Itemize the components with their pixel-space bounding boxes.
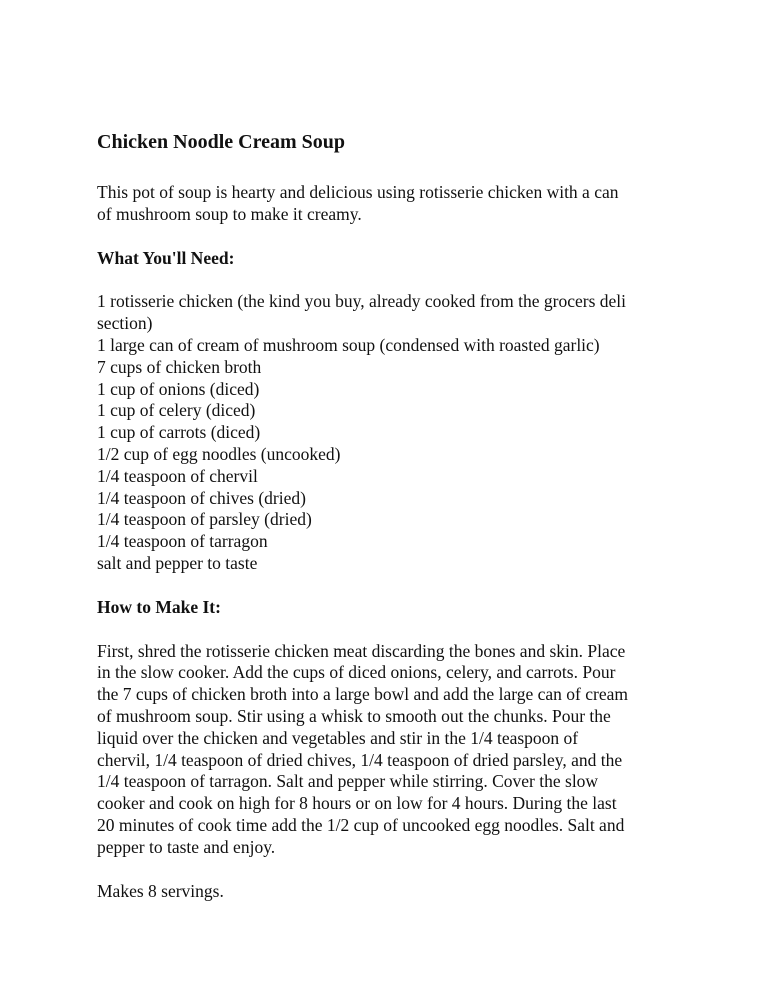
ingredient-item: 1/4 teaspoon of chives (dried) [97, 487, 306, 508]
ingredient-item: 1 rotisserie chicken (the kind you buy, already cooked from the grocers deli [97, 291, 627, 312]
ingredient-item: 1/4 teaspoon of parsley (dried) [97, 509, 312, 530]
instruction-line: in the slow cooker. Add the cups of diced onions, celery, and carrots. Pour [97, 662, 616, 683]
ingredient-item: section) [97, 313, 153, 334]
instruction-line: 1/4 teaspoon of tarragon. Salt and pepper while stirring. Cover the slow [97, 771, 599, 792]
intro-paragraph [97, 182, 697, 226]
ingredient-item: 1/4 teaspoon of tarragon [97, 531, 268, 552]
ingredients-heading: What You'll Need: [97, 247, 235, 268]
ingredients-list [97, 291, 697, 574]
ingredient-item: 1/4 teaspoon of chervil [97, 465, 258, 486]
ingredient-item: salt and pepper to taste [97, 552, 258, 573]
servings-note: Makes 8 servings. [97, 880, 224, 901]
ingredient-item: 1 cup of onions (diced) [97, 378, 260, 399]
instruction-line: pepper to taste and enjoy. [97, 836, 276, 857]
instruction-line: chervil, 1/4 teaspoon of dried chives, 1/4 teaspoon of dried parsley, and the [97, 749, 623, 770]
instructions-heading: How to Make It: [97, 596, 221, 617]
instruction-line: the 7 cups of chicken broth into a large bowl and add the large can of cream [97, 684, 628, 705]
instructions-paragraph [97, 641, 697, 859]
ingredient-item: 1 cup of celery (diced) [97, 400, 256, 421]
recipe-title: Chicken Noodle Cream Soup [97, 131, 345, 153]
ingredient-item: 1 large can of cream of mushroom soup (condensed with roasted garlic) [97, 334, 600, 355]
ingredient-item: 1/2 cup of egg noodles (uncooked) [97, 443, 341, 464]
intro-line: This pot of soup is hearty and delicious using rotisserie chicken with a can [97, 182, 619, 202]
instruction-line: of mushroom soup. Stir using a whisk to smooth out the chunks. Pour the [97, 705, 611, 726]
instruction-line: liquid over the chicken and vegetables and stir in the 1/4 teaspoon of [97, 727, 579, 748]
instruction-line: cooker and cook on high for 8 hours or on low for 4 hours. During the last [97, 793, 617, 814]
instruction-line: First, shred the rotisserie chicken meat discarding the bones and skin. Place [97, 640, 626, 661]
instruction-line: 20 minutes of cook time add the 1/2 cup of uncooked egg noodles. Salt and [97, 814, 625, 835]
intro-line: of mushroom soup to make it creamy. [97, 203, 362, 224]
ingredient-item: 1 cup of carrots (diced) [97, 422, 261, 443]
recipe-document [97, 128, 697, 924]
ingredient-item: 7 cups of chicken broth [97, 356, 262, 377]
